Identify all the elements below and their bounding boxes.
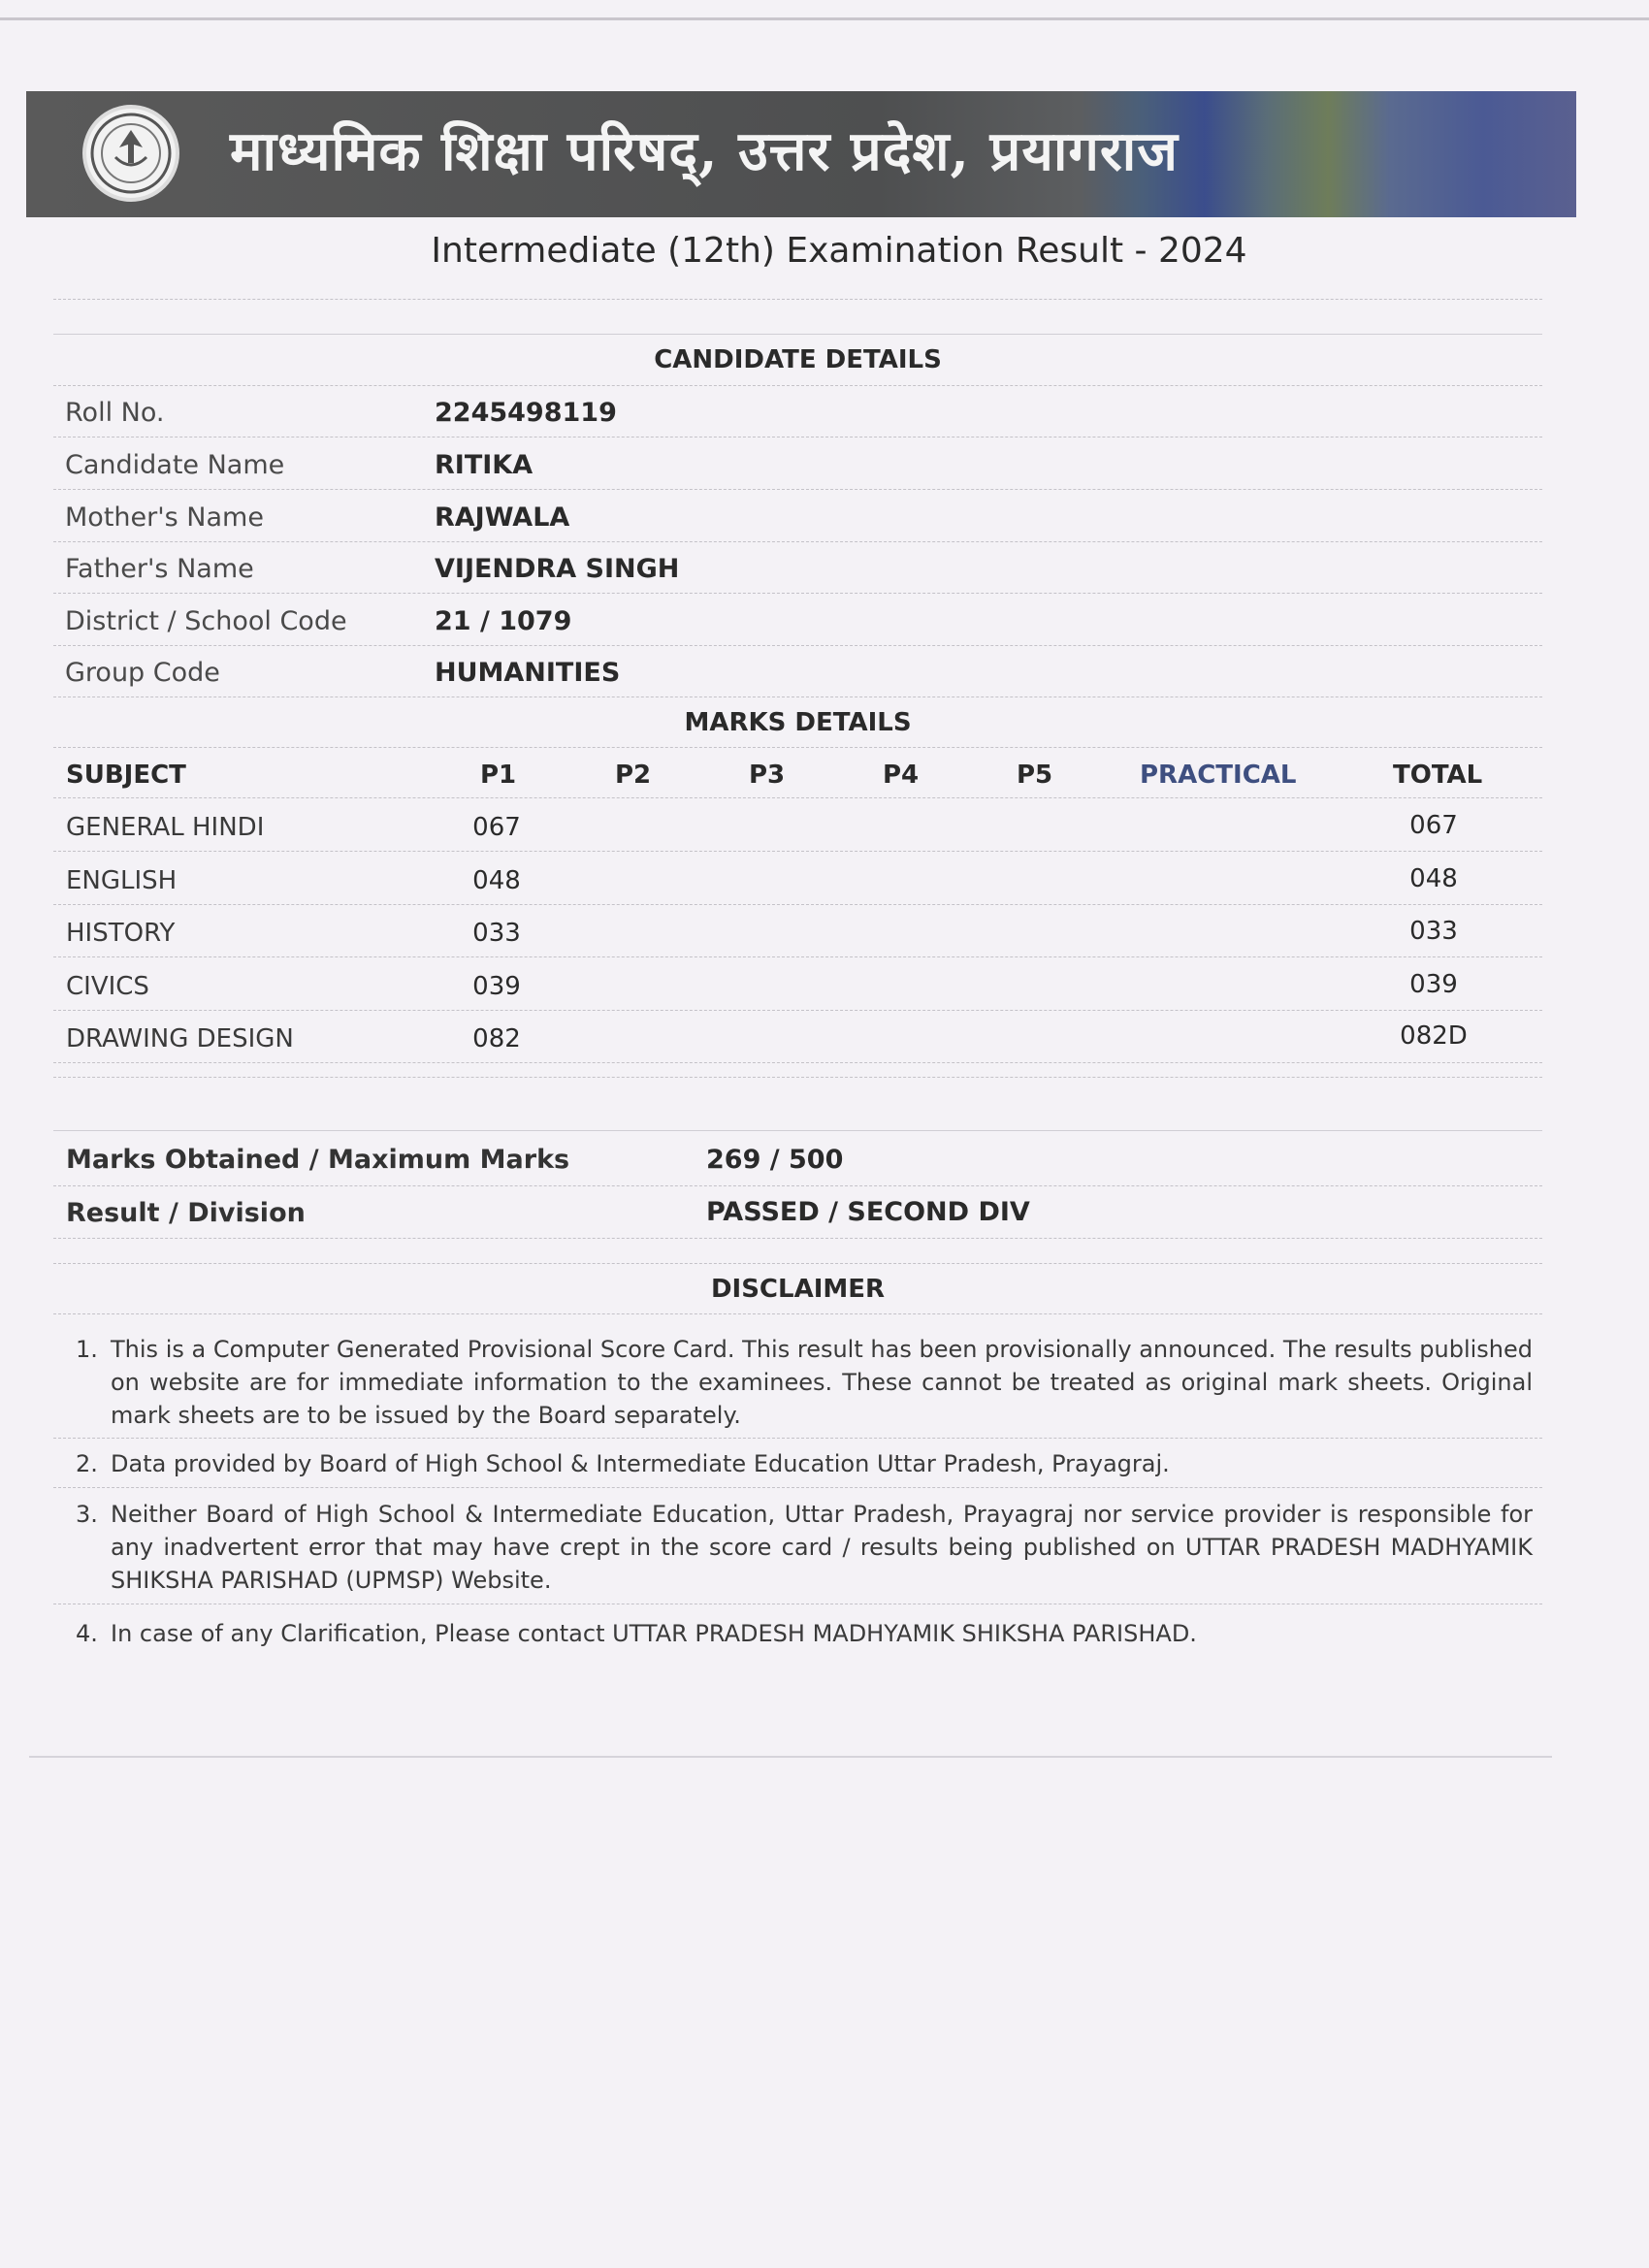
divider (53, 1062, 1542, 1063)
item-number: 4. (76, 1620, 98, 1647)
total-mark: 067 (1409, 811, 1458, 840)
divider (53, 489, 1542, 490)
item-text: In case of any Clarification, Please contact UTTAR PRADESH MADHYAMIK SHIKSHA PARISHAD. (111, 1620, 1197, 1647)
col-p3: P3 (749, 761, 786, 790)
result-division-label: Result / Division (66, 1198, 306, 1228)
col-total: TOTAL (1393, 761, 1483, 790)
divider (53, 593, 1542, 594)
disclaimer-heading: DISCLAIMER (710, 1275, 886, 1304)
upmsp-emblem-icon (82, 105, 179, 202)
header-banner (26, 91, 1576, 217)
field-label: Mother's Name (65, 502, 264, 533)
p1-mark: 033 (472, 919, 521, 948)
candidate-details-heading: CANDIDATE DETAILS (654, 345, 942, 374)
mother-name-row (53, 491, 1542, 543)
marks-obtained-label: Marks Obtained / Maximum Marks (66, 1145, 570, 1175)
result-division-value: PASSED / SECOND DIV (706, 1197, 1030, 1227)
field-value: RAJWALA (435, 502, 570, 533)
disclaimer-item (76, 1617, 1533, 1650)
board-title: माध्यमिक शिक्षा परिषद्, उत्तर प्रदेश, प्रयागराज (230, 119, 1179, 183)
exam-title: Intermediate (12th) Examination Result - 2024 (431, 231, 1247, 271)
field-value: 21 / 1079 (435, 606, 572, 636)
candidate-name-row (53, 438, 1542, 491)
field-label: District / School Code (65, 606, 347, 636)
item-number: 3. (76, 1501, 98, 1528)
item-text: Data provided by Board of High School & Intermediate Education Uttar Pradesh, Prayagraj. (111, 1450, 1170, 1477)
p1-mark: 048 (472, 866, 521, 895)
field-label: Candidate Name (65, 450, 285, 480)
divider (53, 1010, 1542, 1011)
roll-no-row (53, 386, 1542, 438)
item-number: 1. (76, 1336, 98, 1363)
field-label: Roll No. (65, 398, 165, 428)
p1-mark: 039 (472, 972, 521, 1001)
marks-obtained-value: 269 / 500 (706, 1145, 844, 1175)
father-name-row (53, 542, 1542, 595)
subject-name: DRAWING DESIGN (66, 1024, 294, 1053)
divider (53, 1438, 1542, 1439)
scan-edge (0, 17, 1649, 20)
divider (53, 904, 1542, 905)
field-value: HUMANITIES (435, 658, 621, 688)
divider (53, 747, 1542, 748)
field-label: Group Code (65, 658, 220, 688)
item-text: Neither Board of High School & Intermediate Education, Uttar Pradesh, Prayagraj nor service provider is responsible for any inadvertent error that may have crept in the score card / results being published on UTTAR PRADESH MADHYAMIK SHIKSHA PARISHAD (UPMSP) Website. (111, 1501, 1533, 1594)
disclaimer-item (76, 1333, 1533, 1432)
p1-mark: 082 (472, 1024, 521, 1053)
col-p5: P5 (1017, 761, 1053, 790)
page-bottom-divider (29, 1756, 1552, 1758)
district-school-row (53, 595, 1542, 647)
total-mark: 039 (1409, 970, 1458, 999)
total-mark: 048 (1409, 864, 1458, 893)
divider (53, 797, 1542, 798)
item-number: 2. (76, 1450, 98, 1477)
col-p1: P1 (480, 761, 517, 790)
col-practical: PRACTICAL (1140, 761, 1297, 790)
item-text: This is a Computer Generated Provisional Score Card. This result has been provisionally announced. The results published on website are for immediate information to the examinees. These cannot be treated as original mark sheets. Original mark sheets are to be issued by the Board separately. (111, 1336, 1533, 1429)
divider (53, 1130, 1542, 1131)
disclaimer-item (76, 1498, 1533, 1597)
divider (53, 1185, 1542, 1186)
subject-name: ENGLISH (66, 866, 178, 895)
col-p2: P2 (615, 761, 652, 790)
col-p4: P4 (883, 761, 920, 790)
field-value: VIJENDRA SINGH (435, 554, 680, 584)
divider (53, 851, 1542, 852)
p1-mark: 067 (472, 813, 521, 842)
subject-name: CIVICS (66, 972, 149, 1001)
divider (53, 299, 1542, 300)
subject-name: HISTORY (66, 919, 176, 948)
col-subject: SUBJECT (66, 761, 186, 790)
divider (53, 1263, 1542, 1264)
group-code-row (53, 646, 1542, 698)
total-mark: 082D (1400, 1021, 1468, 1051)
divider (53, 1487, 1542, 1488)
divider (53, 334, 1542, 335)
field-value: RITIKA (435, 450, 534, 480)
divider (53, 956, 1542, 957)
divider (53, 1077, 1542, 1078)
disclaimer-item (76, 1447, 1533, 1480)
field-label: Father's Name (65, 554, 254, 584)
divider (53, 1313, 1542, 1314)
marks-details-heading: MARKS DETAILS (684, 708, 912, 737)
field-value: 2245498119 (435, 398, 617, 428)
divider (53, 1238, 1542, 1239)
subject-name: GENERAL HINDI (66, 813, 265, 842)
total-mark: 033 (1409, 917, 1458, 946)
